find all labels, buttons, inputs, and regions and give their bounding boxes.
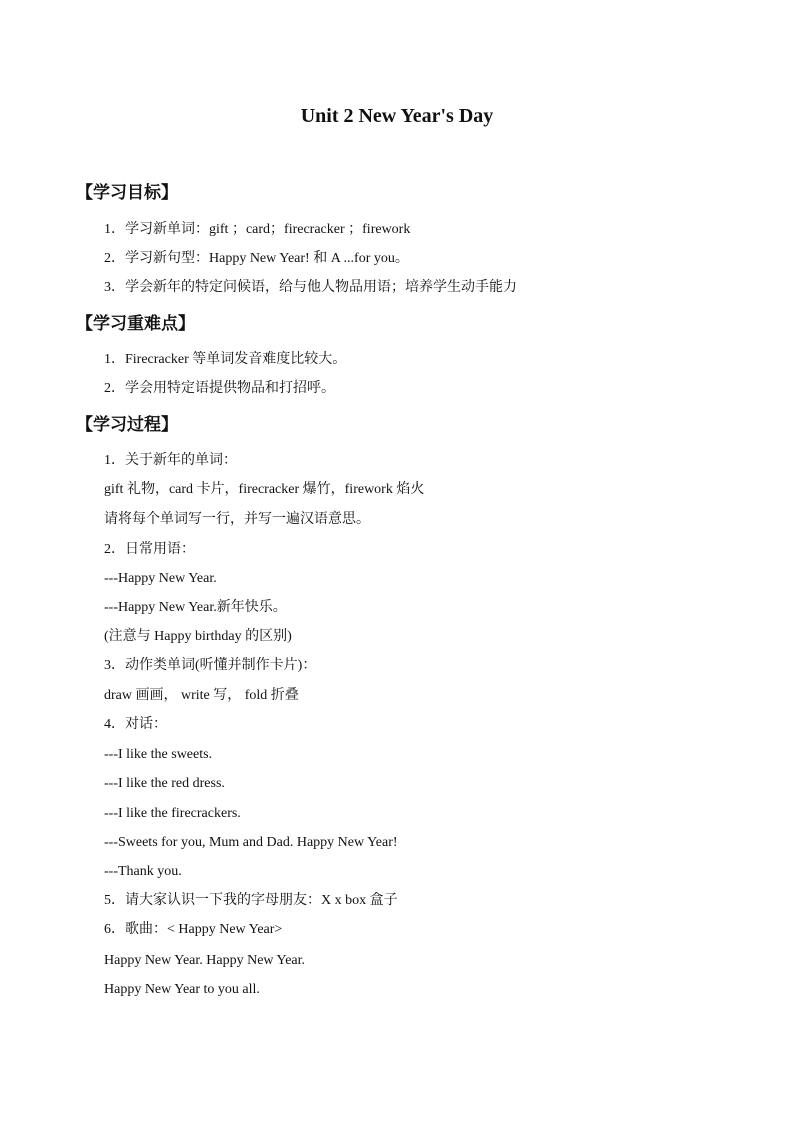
process-line: 2．日常用语： [104, 542, 195, 557]
process-line: 4．对话： [104, 717, 167, 732]
process-line: ---Happy New Year. [104, 571, 217, 586]
process-line: ---Thank you. [104, 864, 182, 879]
process-line: 5．请大家认识一下我的字母朋友：X x box 盒子 [104, 893, 398, 908]
process-line: 1．关于新年的单词： [104, 453, 237, 468]
process-line: draw 画画， write 写， fold 折叠 [104, 688, 299, 703]
process-line: ---I like the firecrackers. [104, 806, 241, 821]
section-heading-process: 【学习过程】 [76, 415, 178, 435]
process-line: ---I like the red dress. [104, 776, 225, 791]
objective-line-1: 1．学习新单词：gift ；card；firecracker ；firework [104, 222, 411, 237]
process-line: ---Sweets for you, Mum and Dad. Happy New Year! [104, 835, 398, 850]
process-line: Happy New Year. Happy New Year. [104, 953, 306, 968]
section-heading-objectives: 【学习目标】 [76, 183, 178, 203]
process-line: Happy New Year to you all. [104, 982, 260, 997]
objective-line-2: 2．学习新句型：Happy New Year! 和 A ...for you。 [104, 251, 409, 266]
key-point-line-2: 2．学会用特定语提供物品和打招呼。 [104, 381, 335, 396]
process-line: (注意与 Happy birthday 的区别) [104, 629, 292, 644]
process-line: 请将每个单词写一行，并写一遍汉语意思。 [104, 512, 370, 527]
process-line: ---Happy New Year.新年快乐。 [104, 600, 287, 615]
document-title: Unit 2 New Year's Day [300, 105, 494, 127]
process-line: ---I like the sweets. [104, 747, 213, 762]
objective-line-3: 3．学会新年的特定问候语，给与他人物品用语；培养学生动手能力 [104, 280, 517, 295]
process-line: 3．动作类单词(听懂并制作卡片)： [104, 658, 317, 673]
process-line: gift 礼物，card 卡片，firecracker 爆竹，firework 焰火 [104, 482, 425, 497]
section-heading-key-points: 【学习重难点】 [76, 314, 195, 334]
key-point-line-1: 1．Firecracker 等单词发音难度比较大。 [104, 352, 347, 367]
process-line: 6．歌曲：< Happy New Year> [104, 922, 283, 937]
